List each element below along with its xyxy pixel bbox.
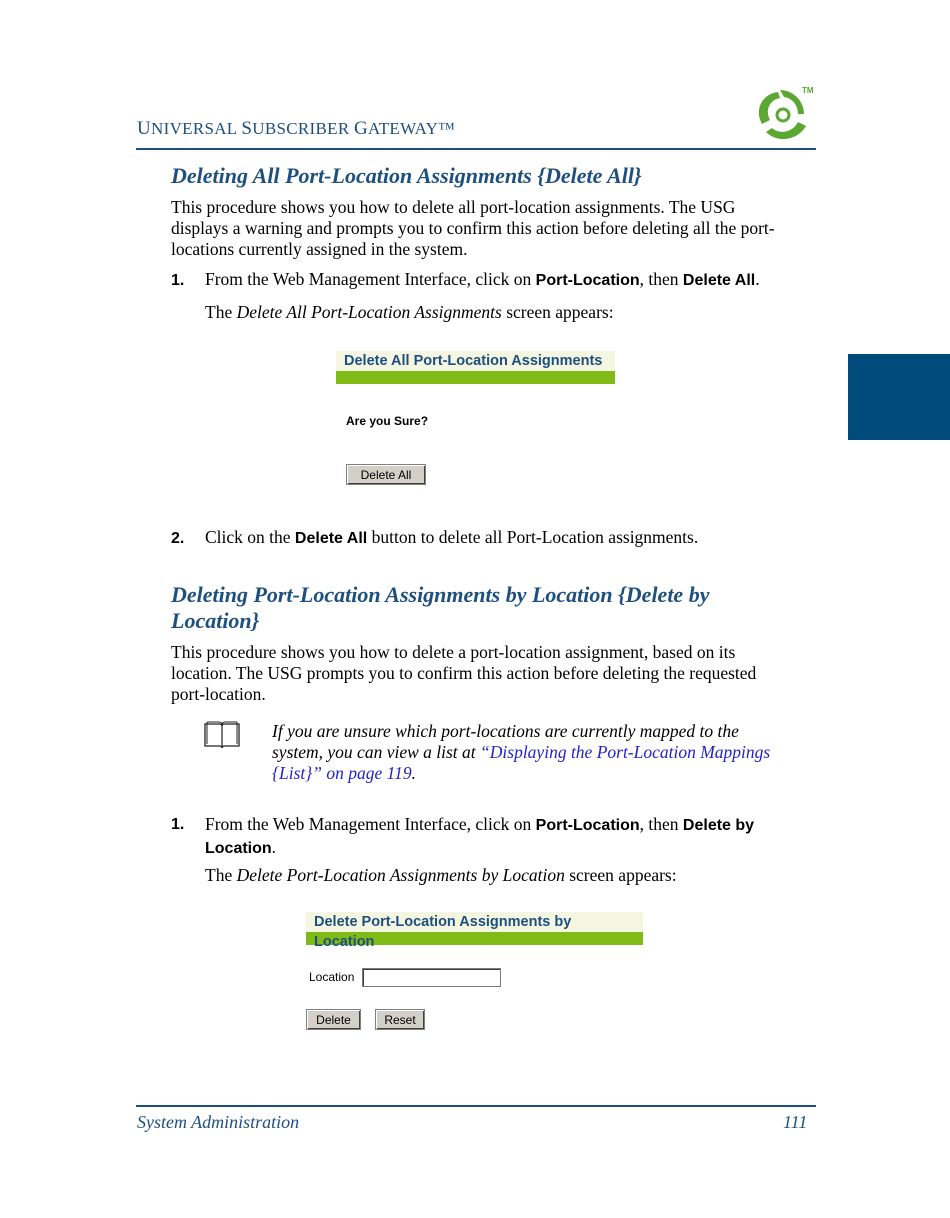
footer-section-title: System Administration	[137, 1112, 300, 1132]
company-logo	[748, 84, 818, 146]
section2-screen-caption: The Delete Port-Location Assignments by Location screen appears:	[205, 865, 677, 885]
section2-step1: From the Web Management Interface, click on Port-Location, then Delete by Location.	[205, 814, 755, 857]
location-input[interactable]	[362, 968, 501, 987]
chapter-tab	[848, 354, 950, 440]
footer-rule	[136, 1105, 816, 1107]
section-heading-delete-by-location: Deleting Port-Location Assignments by Location {Delete by Location}	[171, 582, 710, 633]
cross-reference-link-cont[interactable]: {List}” on page 119	[272, 762, 412, 783]
header-rule	[136, 148, 816, 150]
screenshot-delete-by-location	[306, 912, 643, 950]
screenshot-title-bar	[336, 371, 615, 384]
book-note-icon	[203, 720, 241, 750]
location-field-label: Location	[309, 970, 355, 984]
section2-intro: This procedure shows you how to delete a port-location assignment, based on its location. The USG prompts you to confirm this action before deleting the requested port-location.	[171, 642, 757, 704]
screenshot-title: Delete All Port-Location Assignments	[336, 351, 615, 371]
step-number: 2.	[171, 530, 185, 547]
page-number: 111	[783, 1112, 808, 1132]
delete-button[interactable]: Delete	[306, 1009, 361, 1030]
note-text: If you are unsure which port-locations are currently mapped to the system, you can view a list at “Displaying the Port-Location Mappings {List}” on page 119.	[272, 721, 771, 783]
reset-button[interactable]: Reset	[375, 1009, 425, 1030]
screenshot-delete-all	[336, 351, 615, 384]
confirm-question: Are you Sure?	[346, 414, 429, 428]
section1-step2: Click on the Delete All button to delete all Port-Location assignments.	[205, 527, 699, 547]
screenshot-title: Delete Port-Location Assignments by Location	[306, 912, 643, 932]
cross-reference-link[interactable]: “Displaying the Port-Location Mappings	[480, 741, 771, 762]
section-heading-delete-all: Deleting All Port-Location Assignments {Delete All}	[171, 163, 642, 188]
delete-all-button[interactable]: Delete All	[346, 464, 426, 485]
running-head: UNIVERSAL SUBSCRIBER GATEWAY™	[137, 118, 456, 139]
section1-screen-caption: The Delete All Port-Location Assignments screen appears:	[205, 302, 614, 322]
section1-step1: From the Web Management Interface, click on Port-Location, then Delete All.	[205, 269, 760, 289]
logo-trademark: TM	[802, 86, 814, 95]
step-number: 1.	[171, 816, 185, 833]
step-number: 1.	[171, 272, 185, 289]
section1-intro: This procedure shows you how to delete all port-location assignments. The USG displays a warning and prompts you to confirm this action before deleting all the port- locations currently assigned in the system.	[171, 197, 775, 259]
